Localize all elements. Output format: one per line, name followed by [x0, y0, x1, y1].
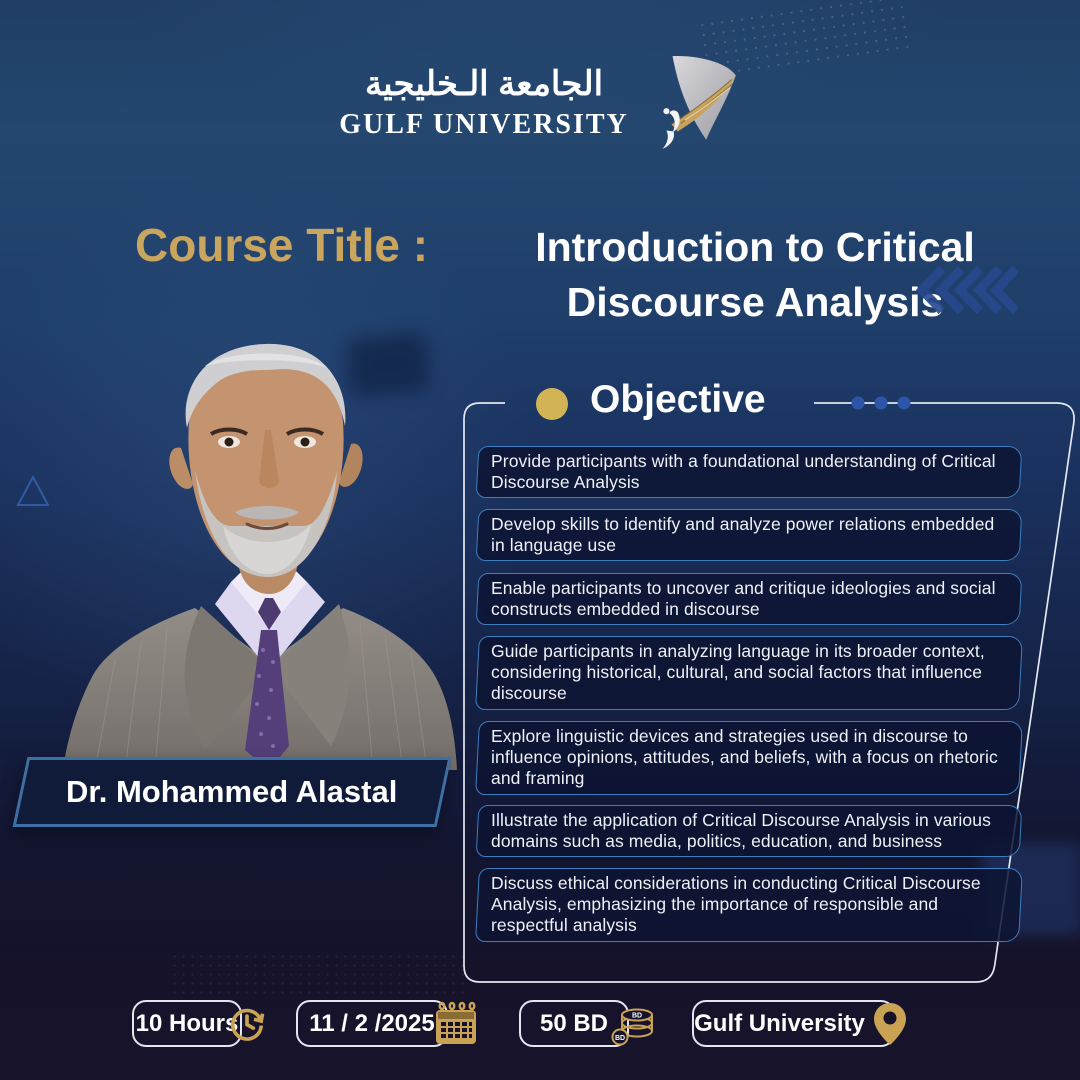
price-label: 50 BD — [539, 1009, 609, 1037]
logo-arabic-text: الجامعة الـخليجية — [364, 65, 604, 104]
location-label: Gulf University — [694, 1009, 865, 1037]
logo-english-text: GULF UNIVERSITY — [339, 108, 629, 140]
date-label: 11 / 2 /2025 — [309, 1009, 435, 1037]
gold-dot-icon — [536, 388, 568, 420]
location-badge — [692, 1000, 895, 1047]
objective-list — [477, 446, 1021, 953]
objective-item: Enable participants to uncover and critique ideologies and social constructs embedded in discourse — [476, 573, 1023, 625]
coins-icon — [609, 1001, 657, 1047]
clock-refresh-icon — [228, 1005, 266, 1043]
svg-text:BD: BD — [631, 1012, 643, 1019]
three-dots-decoration — [852, 397, 911, 410]
duration-badge — [132, 1000, 242, 1047]
course-title-line2: Discourse Analysis — [566, 278, 944, 325]
dhow-sail-icon — [649, 52, 741, 154]
chevrons-left-icon — [916, 266, 1018, 314]
objective-item: Provide participants with a foundational understanding of Critical Discourse Analysis — [476, 446, 1023, 498]
speaker-name: Dr. Mohammed Alastal — [66, 774, 398, 809]
speaker-nameplate — [13, 757, 452, 827]
speaker-photo — [55, 330, 465, 770]
price-badge — [519, 1000, 643, 1047]
course-title-line1: Introduction to Critical — [535, 224, 975, 270]
university-logo — [0, 52, 1080, 154]
objective-item: Explore linguistic devices and strategies used in discourse to influence opinions, attitudes, and beliefs, with a focus on rhetoric and framing — [475, 721, 1023, 795]
duration-label: 10 Hours — [135, 1009, 239, 1037]
objective-item: Discuss ethical considerations in conducting Critical Discourse Analysis, emphasizing the importance of responsible and respectful analysis — [475, 868, 1023, 942]
objective-heading: Objective — [590, 378, 766, 421]
location-pin-icon — [873, 1002, 907, 1046]
dotted-texture-decoration — [170, 952, 470, 998]
date-badge — [296, 1000, 448, 1047]
triangle-icon — [15, 474, 51, 508]
course-title-label: Course Title : — [135, 219, 429, 271]
objective-item: Develop skills to identify and analyze power relations embedded in language use — [476, 509, 1023, 561]
university-logo-text — [339, 65, 629, 140]
objective-item: Guide participants in analyzing language in its broader context, considering historical, cultural, and social factors that influence discourse — [475, 636, 1023, 710]
objective-item: Illustrate the application of Critical Discourse Analysis in various domains such as media, politics, education, and business — [476, 805, 1023, 857]
calendar-icon — [434, 1001, 478, 1047]
svg-text:BD: BD — [614, 1034, 626, 1042]
